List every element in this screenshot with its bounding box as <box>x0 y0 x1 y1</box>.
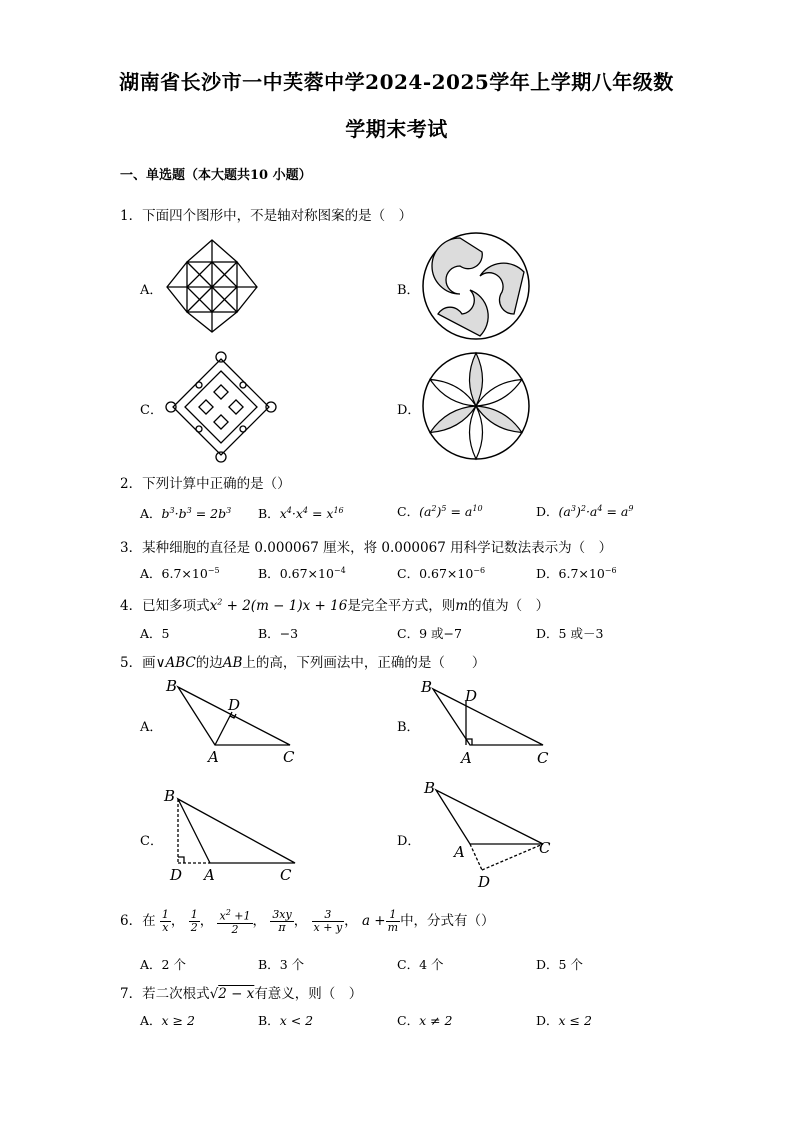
svg-text:B: B <box>421 678 433 696</box>
q2-option-a-letter: A． <box>140 506 162 521</box>
q7-option-a <box>140 1011 195 1029</box>
q2-option-b-letter: B． <box>258 506 280 521</box>
q6-option-c <box>397 955 444 973</box>
q7-option-a-letter: A． <box>140 1013 162 1028</box>
q7-option-b-value: x < 2 <box>279 1013 314 1028</box>
q3-option-b-letter: B． <box>258 566 280 581</box>
q2-option-c: C．$(a^2)^5 = a^{10}$ <box>397 503 483 519</box>
q3-option-c <box>397 564 485 582</box>
svg-text:A: A <box>204 866 215 884</box>
q3-option-a-base: 6.7×10 <box>161 566 208 581</box>
q6-option-a <box>140 955 186 973</box>
svg-text:D: D <box>465 687 478 705</box>
q4-var-m: m <box>455 598 469 614</box>
svg-text:C: C <box>539 839 551 857</box>
q3-option-a-letter: A． <box>140 566 162 581</box>
q2-option-b: B．$x^4\cdot x^4 = x^{16}$ <box>258 505 344 521</box>
section-header: 一、单选题（本大题共10 小题） <box>120 168 312 183</box>
svg-text:D: D <box>170 866 183 884</box>
q4-option-b-letter: B． <box>258 626 280 641</box>
q6-option-d <box>536 955 583 973</box>
q7-radical: √2 − x <box>209 986 255 1002</box>
q6-option-b <box>258 955 304 973</box>
q4-option-a-value: 5 <box>161 626 170 641</box>
q5-option-d-label: D． <box>397 834 421 849</box>
q4-option-d-letter: D． <box>536 626 559 641</box>
svg-text:A: A <box>461 749 472 767</box>
svg-text:B: B <box>424 779 436 797</box>
q7-option-c <box>397 1011 453 1029</box>
question-5-text <box>120 651 485 671</box>
q7-option-b <box>258 1011 313 1029</box>
q7-option-b-letter: B． <box>258 1013 280 1028</box>
q3-option-d-exp: −6 <box>604 565 617 575</box>
q4-option-a <box>140 624 169 642</box>
q6-option-a-letter: A． <box>140 957 162 972</box>
q6-option-a-value: 2 个 <box>161 957 186 972</box>
q3-option-a-exp: −5 <box>207 565 220 575</box>
q2-option-d: D．$(a^3)^2\cdot a^4 = a^9$ <box>536 503 634 519</box>
svg-text:A: A <box>454 843 465 861</box>
q6-expr-3-over-xpy: $\frac{3}{x + y}$ <box>313 907 343 934</box>
q6-text-pre: 6．在 <box>120 912 156 929</box>
q7-option-a-value: x ≥ 2 <box>161 1013 195 1028</box>
q4-polynomial: $x^2 + 2(m - 1)x + 16$ <box>209 597 348 614</box>
svg-text:C: C <box>280 866 292 884</box>
q5-text-post: 上的高，下列画法中，正确的是（ ） <box>242 655 486 671</box>
q1-option-c-label: C． <box>140 403 163 418</box>
q4-option-d-value: 5 或－3 <box>558 626 604 641</box>
q5-figure-a <box>160 675 305 767</box>
q5-figure-d <box>418 778 563 893</box>
q1-figure-c-cutout <box>163 349 279 465</box>
page-title-line1: 湖南省长沙市一中芙蓉中学2024-2025学年上学期八年级数 <box>119 70 674 94</box>
svg-text:D: D <box>228 696 241 714</box>
q6-expr-a-plus: a + <box>361 912 386 929</box>
q1-option-a-label: A． <box>140 283 163 298</box>
q6-expr-1-over-2: $\frac{1}{2}$ <box>190 907 198 934</box>
q4-option-a-letter: A． <box>140 626 162 641</box>
q5-option-b-label: B． <box>397 720 420 735</box>
q7-option-d <box>536 1011 592 1029</box>
q6-expr-1-over-x: $\frac{1}{x}$ <box>161 907 169 934</box>
q3-option-b <box>258 564 346 582</box>
q6-text-post: 中，分式有（） <box>400 912 495 929</box>
svg-text:B: B <box>164 787 176 805</box>
q6-option-d-value: 5 个 <box>558 957 583 972</box>
q4-option-c <box>397 624 462 642</box>
q3-option-c-letter: C． <box>397 566 420 581</box>
q7-option-d-value: x ≤ 2 <box>558 1013 592 1028</box>
q5-triangle-abc: ABC <box>165 655 196 671</box>
q5-option-c-label: C． <box>140 834 163 849</box>
q2-option-d-letter: D． <box>536 504 559 519</box>
q5-option-a-label: A． <box>140 720 163 735</box>
page-title-line2: 学期末考试 <box>345 117 448 141</box>
q1-figure-b-swirl <box>420 230 532 342</box>
svg-text:C: C <box>537 749 549 767</box>
q6-option-d-letter: D． <box>536 957 559 972</box>
question-6-text: 6．在 $\frac{1}{x}$ ， $\frac{1}{2}$ ， $\frac{x^2 +1}{2}$ ， $\frac{3xy}{\pi}$ ， $\frac{3}{x + y}$ ， a + $\frac{1}{m}$ 中，分式有（） <box>120 907 495 936</box>
q7-option-d-letter: D． <box>536 1013 559 1028</box>
q7-option-c-letter: C． <box>397 1013 420 1028</box>
q6-expr-3xy-over-pi: $\frac{3xy}{\pi}$ <box>272 907 292 934</box>
q3-option-d-letter: D． <box>536 566 559 581</box>
q6-expr-1-over-m: $\frac{1}{m}$ <box>387 907 399 934</box>
q1-option-d-label: D． <box>397 403 421 418</box>
question-4-text <box>120 594 549 614</box>
q6-expr-x2p1-over-2: $\frac{x^2 +1}{2}$ <box>219 908 251 936</box>
q4-text-pre: 4．已知多项式 <box>120 598 210 614</box>
q5-text-mid: 的边 <box>195 655 223 671</box>
q4-text-post: 的值为（ ） <box>468 598 550 614</box>
svg-text:D: D <box>478 873 491 891</box>
q5-text-pre: 5．画∨ <box>120 655 166 671</box>
q6-option-c-letter: C． <box>397 957 420 972</box>
q4-option-b <box>258 624 298 642</box>
q7-text-post: 有意义，则（ ） <box>254 986 363 1002</box>
q4-option-d <box>536 624 603 642</box>
q3-option-a <box>140 564 220 582</box>
q5-figure-b <box>415 677 560 769</box>
svg-text:B: B <box>166 677 178 695</box>
question-1-text: 1．下面四个图形中，不是轴对称图案的是（ ） <box>120 208 413 224</box>
q3-option-d-base: 6.7×10 <box>558 566 605 581</box>
q5-figure-c <box>160 785 305 885</box>
q6-option-c-value: 4 个 <box>419 957 444 972</box>
q1-figure-a-star <box>165 238 259 334</box>
svg-text:A: A <box>208 748 219 766</box>
q4-option-b-value: −3 <box>279 626 299 641</box>
q3-option-b-base: 0.67×10 <box>279 566 334 581</box>
q1-option-b-label: B． <box>397 283 420 298</box>
q4-option-c-value: 9 或−7 <box>419 626 462 641</box>
q7-option-c-value: x ≠ 2 <box>419 1013 453 1028</box>
question-2-text: 2．下列计算中正确的是（） <box>120 476 291 492</box>
q6-option-b-letter: B． <box>258 957 280 972</box>
q3-option-b-exp: −4 <box>333 565 346 575</box>
q3-option-d <box>536 564 617 582</box>
q6-option-b-value: 3 个 <box>279 957 305 972</box>
q1-figure-d-petals <box>420 350 532 462</box>
svg-text:C: C <box>283 748 295 766</box>
q2-option-c-letter: C． <box>397 504 420 519</box>
q4-option-c-letter: C． <box>397 626 420 641</box>
q2-option-a: A．$b^3\cdot b^3 = 2b^3$ <box>140 505 232 521</box>
q7-text-pre: 7．若二次根式 <box>120 986 210 1002</box>
q4-text-mid: 是完全平方式，则 <box>347 598 456 614</box>
question-3-text: 3．某种细胞的直径是 0.000067 厘米，将 0.000067 用科学记数法表示为（ ） <box>120 540 613 556</box>
q3-option-c-base: 0.67×10 <box>419 566 474 581</box>
question-7-text <box>120 982 362 1002</box>
q5-side-ab: AB <box>222 655 243 671</box>
q3-option-c-exp: −6 <box>473 565 486 575</box>
